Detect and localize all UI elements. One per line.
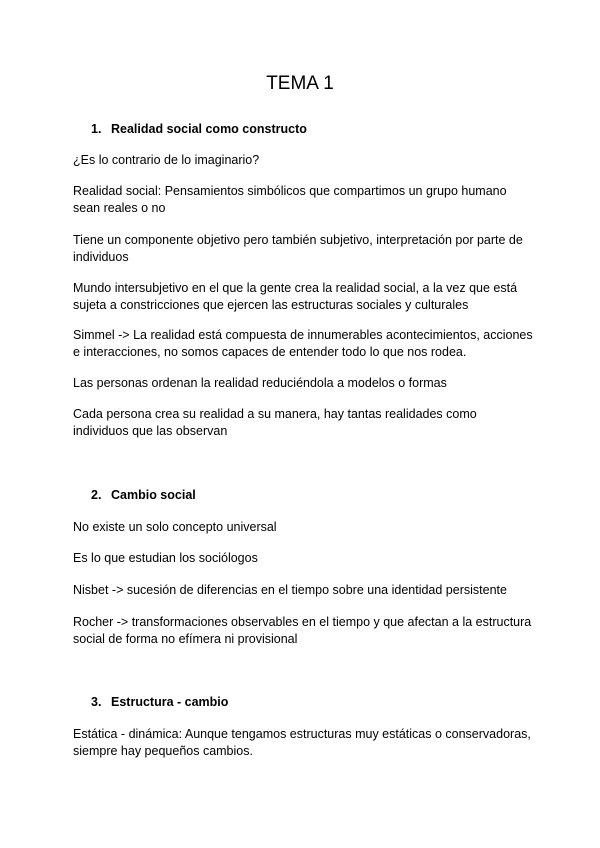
paragraph: Estática - dinámica: Aunque tengamos estructuras muy estáticas o conservadoras, siempre hay pequeños cambios. bbox=[73, 727, 531, 758]
paragraph: No existe un solo concepto universal bbox=[73, 520, 277, 534]
paragraph: Tiene un componente objetivo pero también subjetivo, interpretación por parte de individuos bbox=[73, 233, 523, 264]
document-title: TEMA 1 bbox=[266, 73, 334, 94]
paragraph: Cada persona crea su realidad a su manera, hay tantas realidades como individuos que las observan bbox=[73, 407, 477, 438]
section-title: Estructura - cambio bbox=[111, 695, 229, 709]
section-title: Cambio social bbox=[111, 488, 196, 502]
paragraph: Rocher -> transformaciones observables en el tiempo y que afectan a la estructura social de forma no efímera ni provisional bbox=[73, 615, 532, 646]
section-heading bbox=[91, 694, 228, 710]
paragraph: Es lo que estudian los sociólogos bbox=[73, 551, 258, 565]
paragraph: Realidad social: Pensamientos simbólicos que compartimos un grupo humano sean reales o no bbox=[73, 184, 507, 215]
section-heading bbox=[91, 121, 307, 137]
paragraph: Las personas ordenan la realidad reduciéndola a modelos o formas bbox=[73, 376, 447, 390]
paragraph: Simmel -> La realidad está compuesta de innumerables acontecimientos, acciones e interacciones, no somos capaces de entender todo lo que nos rodea. bbox=[73, 328, 533, 359]
paragraph: Nisbet -> sucesión de diferencias en el tiempo sobre una identidad persistente bbox=[73, 583, 507, 597]
section-number: 2. bbox=[91, 488, 102, 502]
paragraph: Mundo intersubjetivo en el que la gente crea la realidad social, a la vez que está sujeta a constricciones que ejercen las estructuras sociales y culturales bbox=[73, 281, 518, 312]
paragraph: ¿Es lo contrario de lo imaginario? bbox=[73, 153, 260, 167]
section-number: 3. bbox=[91, 695, 102, 709]
section-heading bbox=[91, 487, 196, 503]
section-number: 1. bbox=[91, 122, 102, 136]
section-title: Realidad social como constructo bbox=[111, 122, 307, 136]
